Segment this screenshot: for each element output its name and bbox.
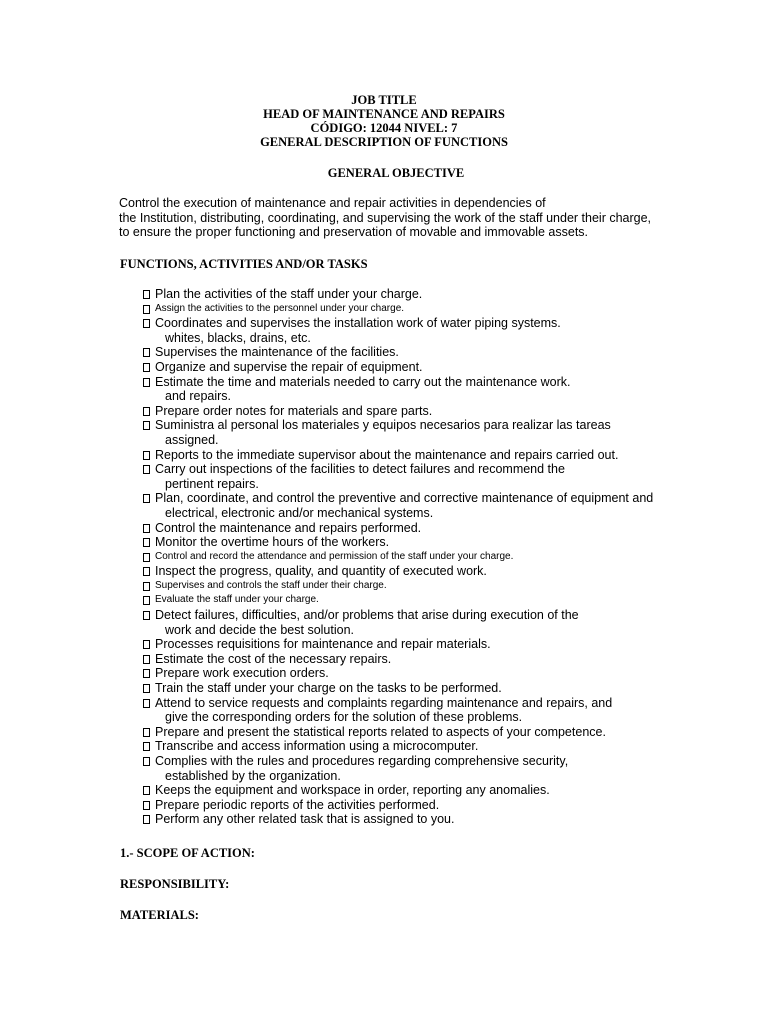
checkbox-icon	[143, 757, 150, 766]
checkbox-icon	[143, 524, 150, 533]
task-text-continuation: pertinent repairs.	[165, 476, 259, 491]
task-text: Prepare and present the statistical reports related to aspects of your competence.	[155, 724, 606, 739]
checkbox-icon	[143, 582, 150, 591]
task-text: Coordinates and supervises the installation work of water piping systems.	[155, 316, 561, 331]
checkbox-icon	[143, 319, 150, 328]
checkbox-icon	[143, 465, 150, 474]
objective-line: Control the execution of maintenance and repair activities in dependencies of	[119, 196, 546, 210]
checkbox-icon	[143, 611, 150, 620]
task-text: Train the staff under your charge on the tasks to be performed.	[155, 681, 502, 696]
functions-heading: FUNCTIONS, ACTIVITIES AND/OR TASKS	[120, 257, 368, 271]
task-text: Supervises and controls the staff under their charge.	[155, 579, 387, 591]
task-text-continuation: work and decide the best solution.	[165, 622, 355, 637]
checkbox-icon	[143, 538, 150, 547]
task-text-continuation: established by the organization.	[165, 768, 341, 783]
job-code-level: CÓDIGO: 12044 NIVEL: 7	[310, 121, 458, 135]
checkbox-icon	[143, 421, 150, 430]
checkbox-icon	[143, 728, 150, 737]
task-text: Suministra al personal los materiales y equipos necesarios para realizar las tareas	[155, 418, 611, 433]
task-text-continuation: and repairs.	[165, 389, 232, 404]
task-text-continuation: assigned.	[165, 432, 219, 447]
task-text: Supervises the maintenance of the facilities.	[155, 345, 399, 360]
list-item	[143, 666, 763, 681]
checkbox-icon	[143, 596, 150, 605]
list-item	[143, 593, 763, 608]
list-item	[143, 287, 763, 302]
checkbox-icon	[143, 567, 150, 576]
list-item	[143, 360, 763, 375]
task-text: Monitor the overtime hours of the workers.	[155, 535, 390, 550]
functions-description-heading: GENERAL DESCRIPTION OF FUNCTIONS	[260, 135, 508, 149]
task-text: Detect failures, difficulties, and/or problems that arise during execution of the	[155, 608, 579, 623]
list-item	[143, 783, 763, 798]
job-title-name: HEAD OF MAINTENANCE AND REPAIRS	[263, 107, 505, 121]
general-objective-text	[119, 196, 651, 240]
checkbox-icon	[143, 742, 150, 751]
objective-line: to ensure the proper functioning and preservation of movable and immovable assets.	[119, 225, 589, 239]
scope-of-action-heading: 1.- SCOPE OF ACTION:	[120, 846, 255, 860]
task-text: Control the maintenance and repairs performed.	[155, 520, 422, 535]
checkbox-icon	[143, 363, 150, 372]
objective-line: the Institution, distributing, coordinating, and supervising the work of the staff under their charge,	[119, 210, 652, 225]
task-text: Organize and supervise the repair of equipment.	[155, 359, 423, 374]
checkbox-icon	[143, 407, 150, 416]
list-item	[143, 681, 763, 696]
task-text: Evaluate the staff under your charge.	[155, 594, 319, 606]
task-text: Attend to service requests and complaints regarding maintenance and repairs, and	[155, 695, 613, 710]
checkbox-icon	[143, 348, 150, 357]
checkbox-icon	[143, 786, 150, 795]
list-item	[143, 316, 763, 345]
list-item	[143, 418, 763, 447]
task-text: Inspect the progress, quality, and quantity of executed work.	[155, 564, 487, 579]
job-title-label: JOB TITLE	[351, 93, 417, 107]
task-text: Carry out inspections of the facilities to detect failures and recommend the	[155, 462, 565, 477]
task-text-continuation: whites, blacks, drains, etc.	[165, 330, 311, 345]
checkbox-icon	[143, 290, 150, 299]
task-text: Estimate the cost of the necessary repairs.	[155, 651, 392, 666]
task-text: Prepare periodic reports of the activities performed.	[155, 797, 440, 812]
task-text: Processes requisitions for maintenance and repair materials.	[155, 637, 491, 652]
general-objective-heading: GENERAL OBJECTIVE	[327, 166, 465, 180]
task-text: Reports to the immediate supervisor about the maintenance and repairs carried out.	[155, 447, 619, 462]
task-list	[143, 287, 763, 827]
list-item	[143, 754, 763, 783]
list-item	[143, 491, 763, 520]
checkbox-icon	[143, 815, 150, 824]
checkbox-icon	[143, 494, 150, 503]
list-item	[143, 739, 763, 754]
checkbox-icon	[143, 553, 150, 562]
task-text: Prepare work execution orders.	[155, 666, 329, 681]
checkbox-icon	[143, 684, 150, 693]
list-item	[143, 579, 763, 594]
task-text-continuation: give the corresponding orders for the solution of these problems.	[165, 710, 523, 725]
task-text: Keeps the equipment and workspace in order, reporting any anomalies.	[155, 783, 550, 798]
checkbox-icon	[143, 378, 150, 387]
checkbox-icon	[143, 305, 150, 314]
list-item	[143, 564, 763, 579]
checkbox-icon	[143, 451, 150, 460]
task-text: Estimate the time and materials needed to carry out the maintenance work.	[155, 374, 571, 389]
task-text: Control and record the attendance and permission of the staff under your charge.	[155, 550, 514, 562]
list-item	[143, 302, 763, 317]
task-text-continuation: electrical, electronic and/or mechanical systems.	[165, 505, 434, 520]
checkbox-icon	[143, 801, 150, 810]
task-text: Perform any other related task that is assigned to you.	[155, 812, 455, 827]
materials-heading: MATERIALS:	[120, 908, 199, 922]
list-item	[143, 345, 763, 360]
task-text: Transcribe and access information using a microcomputer.	[155, 739, 479, 754]
list-item	[143, 696, 763, 725]
checkbox-icon	[143, 669, 150, 678]
list-item	[143, 725, 763, 740]
list-item	[143, 812, 763, 827]
list-item	[143, 535, 763, 550]
task-text: Assign the activities to the personnel under your charge.	[155, 302, 405, 314]
list-item	[143, 608, 763, 637]
list-item	[143, 798, 763, 813]
list-item	[143, 448, 763, 463]
checkbox-icon	[143, 699, 150, 708]
list-item	[143, 637, 763, 652]
list-item	[143, 462, 763, 491]
list-item	[143, 404, 763, 419]
list-item	[143, 521, 763, 536]
checkbox-icon	[143, 655, 150, 664]
task-text: Plan the activities of the staff under your charge.	[155, 287, 423, 301]
checkbox-icon	[143, 640, 150, 649]
list-item	[143, 550, 763, 565]
list-item	[143, 652, 763, 667]
task-text: Prepare order notes for materials and spare parts.	[155, 403, 433, 418]
responsibility-heading: RESPONSIBILITY:	[120, 877, 230, 891]
task-text: Complies with the rules and procedures regarding comprehensive security,	[155, 754, 569, 768]
task-text: Plan, coordinate, and control the preventive and corrective maintenance of equipment and	[155, 491, 654, 506]
list-item	[143, 375, 763, 404]
